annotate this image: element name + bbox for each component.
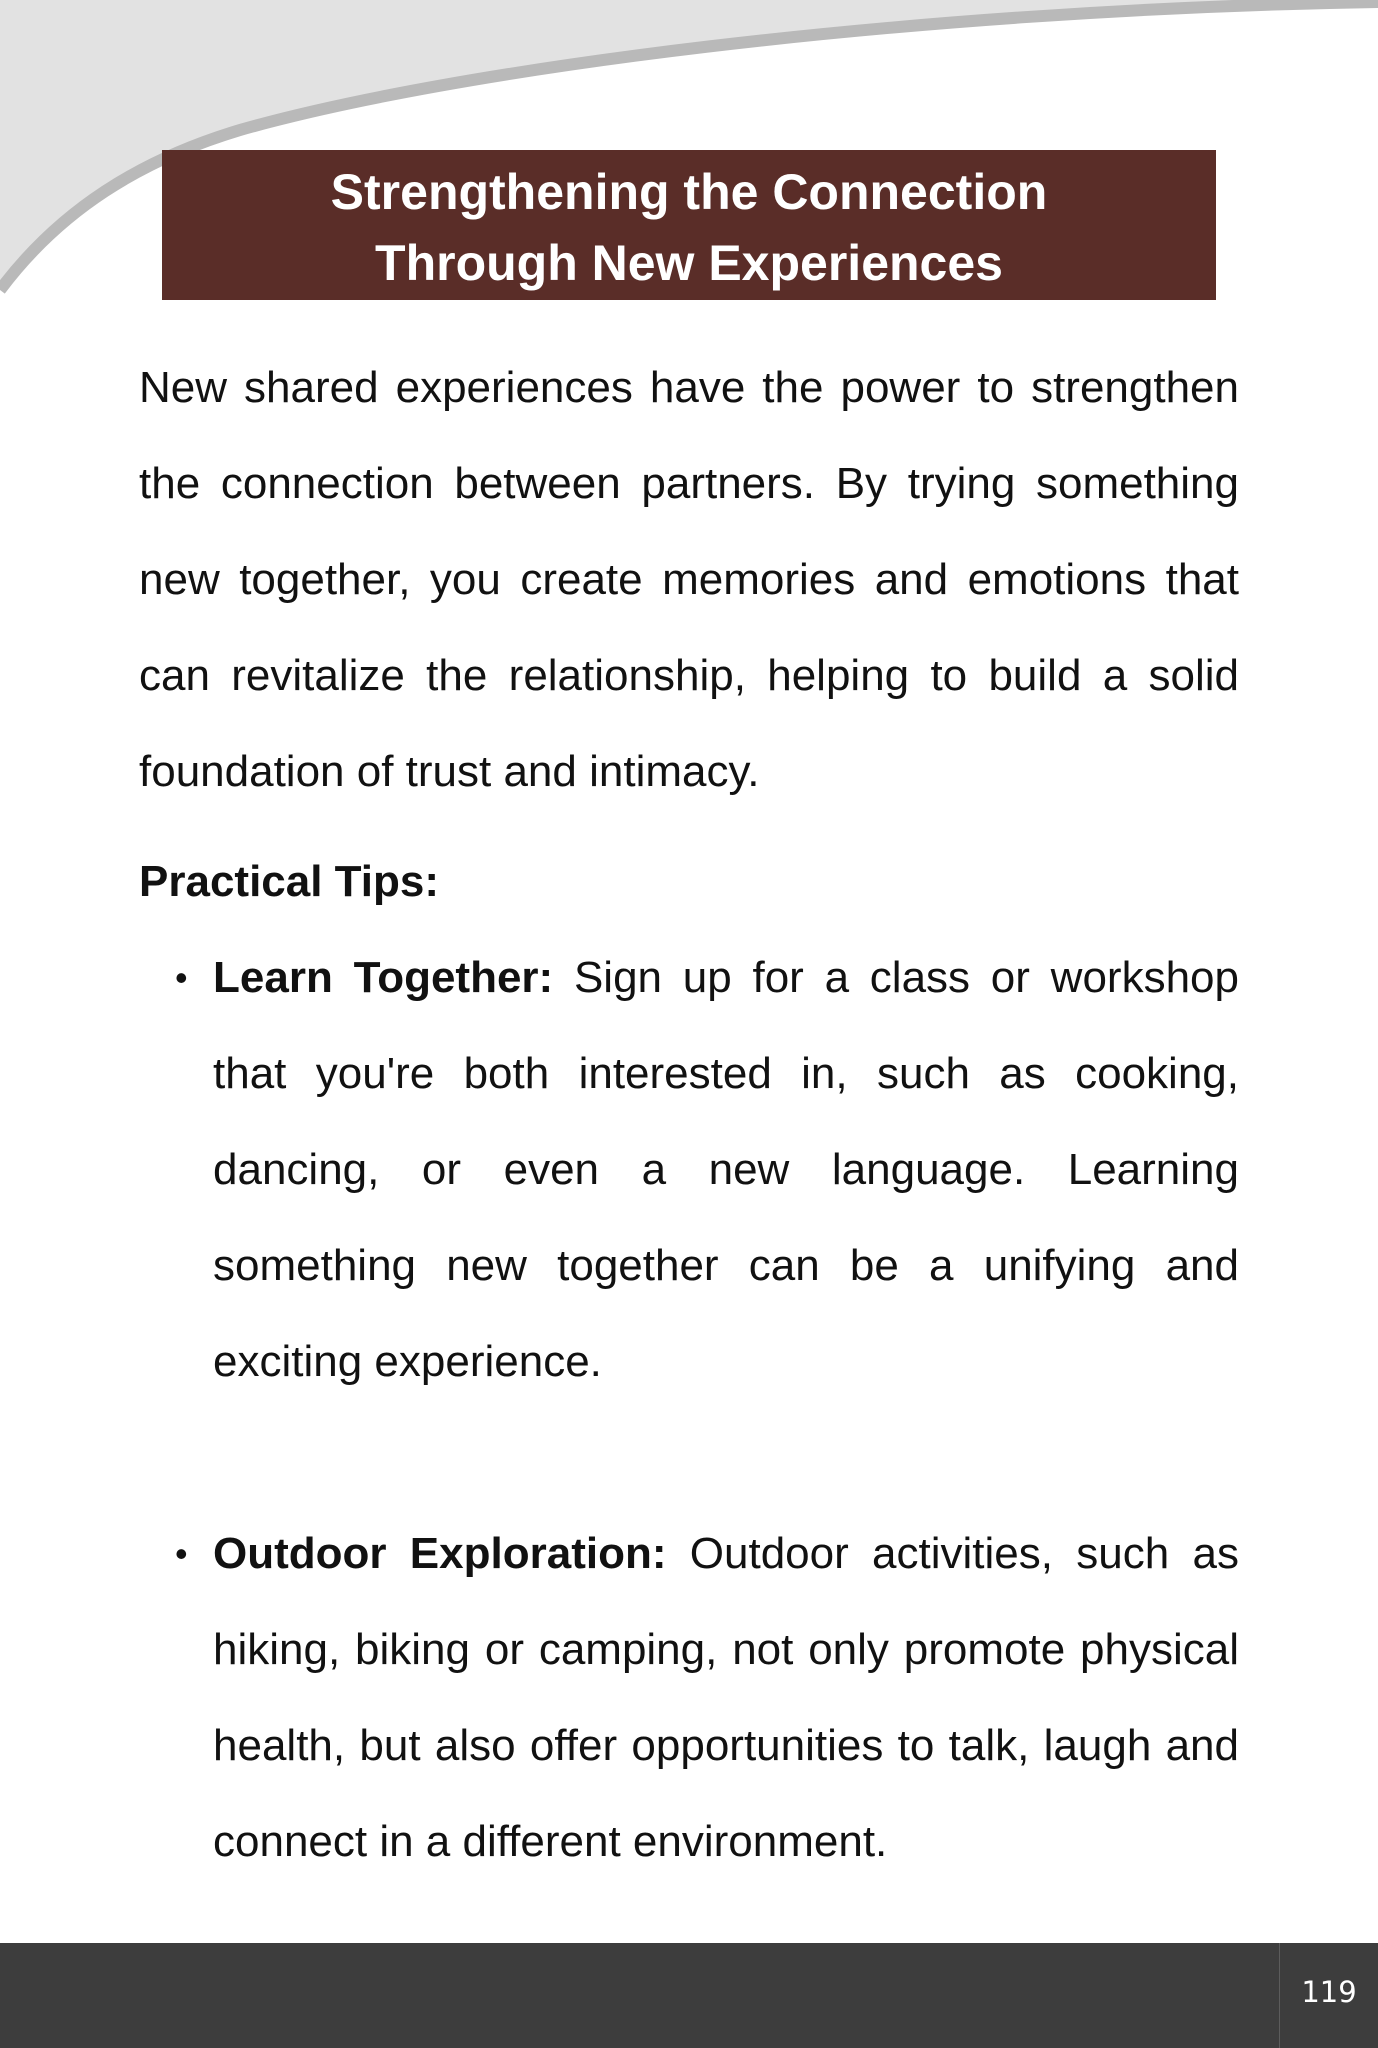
bullet-icon: • [175, 1533, 188, 1574]
tips-heading: Practical Tips: [139, 857, 439, 906]
footer-bar [0, 1943, 1378, 2048]
tip-term: Outdoor Exploration: [213, 1529, 667, 1578]
page-number-box [1279, 1943, 1378, 2048]
tip-term: Learn Together: [213, 953, 554, 1002]
tip-item-outdoor-exploration [139, 1506, 1239, 1890]
page-title-line-2: Through New Experiences [375, 235, 1003, 291]
tip-text: Outdoor activities, such as hiking, biking or camping, not only promote physical health, but also offer opportunities to talk, laugh and connect in a different environment. [213, 1529, 1239, 1866]
intro-paragraph: New shared experiences have the power to strengthen the connection between partners. By trying something new together, you create memories and emotions that can revitalize the relationship, helping to build a solid foundation of trust and intimacy. [139, 363, 1239, 796]
main-content [139, 340, 1239, 1890]
page-number: 119 [1301, 1974, 1357, 2009]
tips-list [139, 930, 1239, 1890]
title-banner [162, 150, 1216, 300]
tip-item-learn-together [139, 930, 1239, 1410]
tip-text: Sign up for a class or workshop that you're both interested in, such as cooking, dancing, or even a new language. Learning something new together can be a unifying and exciting experience. [213, 953, 1239, 1386]
page-title-line-1: Strengthening the Connection [330, 164, 1048, 220]
bullet-icon: • [175, 957, 188, 998]
